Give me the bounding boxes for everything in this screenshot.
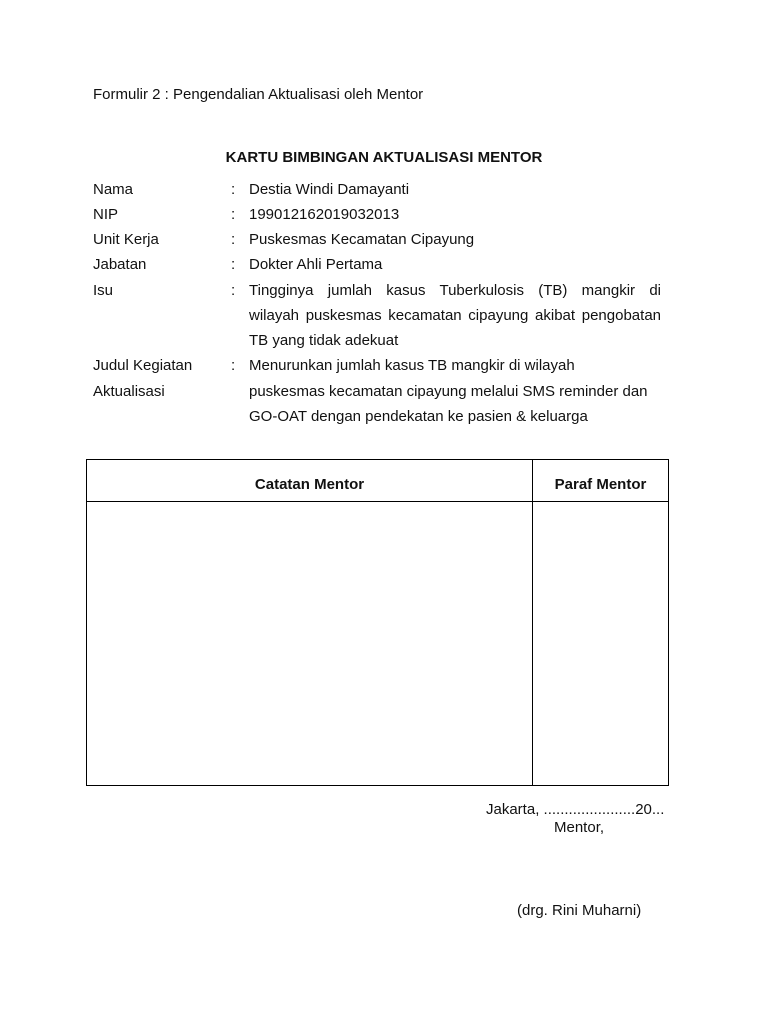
field-label-jabatan: Jabatan xyxy=(93,256,147,273)
table-header-catatan: Catatan Mentor xyxy=(254,476,365,493)
field-label-judul: Judul Kegiatan xyxy=(93,357,193,374)
field-label-nama: Nama xyxy=(93,181,134,198)
colon: : xyxy=(231,282,236,299)
form-label: Formulir 2 : Pengendalian Aktualisasi oleh Mentor xyxy=(93,86,424,103)
signer-role: Mentor, xyxy=(554,819,605,836)
field-value-isu-line: wilayah puskesmas kecamatan cipayung akibat pengobatan xyxy=(249,307,661,324)
mentor-table xyxy=(86,459,669,786)
field-label-nip: NIP xyxy=(93,206,119,223)
field-value-judul-line: GO-OAT dengan pendekatan ke pasien & keluarga xyxy=(249,408,588,425)
colon: : xyxy=(231,231,236,248)
colon: : xyxy=(231,256,236,273)
place-date: Jakarta, ......................20... xyxy=(486,801,665,818)
colon: : xyxy=(231,206,236,223)
mentor-notes-cell[interactable] xyxy=(87,502,532,785)
field-label-isu: Isu xyxy=(93,282,114,299)
signer-name: (drg. Rini Muharni) xyxy=(517,902,642,919)
field-value-nama: Destia Windi Damayanti xyxy=(249,181,410,198)
field-value-jabatan: Dokter Ahli Pertama xyxy=(249,256,383,273)
table-header-paraf: Paraf Mentor xyxy=(554,476,647,493)
field-value-isu-line: TB yang tidak adekuat xyxy=(249,332,399,349)
card-title: KARTU BIMBINGAN AKTUALISASI MENTOR xyxy=(225,149,543,166)
field-value-isu-line: Tingginya jumlah kasus Tuberkulosis (TB) mangkir di xyxy=(249,282,661,299)
field-value-judul-line: Menurunkan jumlah kasus TB mangkir di wilayah xyxy=(249,357,575,374)
field-label-unit-kerja: Unit Kerja xyxy=(93,231,159,248)
field-value-unit-kerja: Puskesmas Kecamatan Cipayung xyxy=(249,231,475,248)
mentor-signature-cell[interactable] xyxy=(533,502,668,785)
field-value-nip: 199012162019032013 xyxy=(249,206,400,223)
colon: : xyxy=(231,181,236,198)
field-label-judul: Aktualisasi xyxy=(93,383,165,400)
colon: : xyxy=(231,357,236,374)
field-value-judul-line: puskesmas kecamatan cipayung melalui SMS reminder dan xyxy=(249,383,648,400)
